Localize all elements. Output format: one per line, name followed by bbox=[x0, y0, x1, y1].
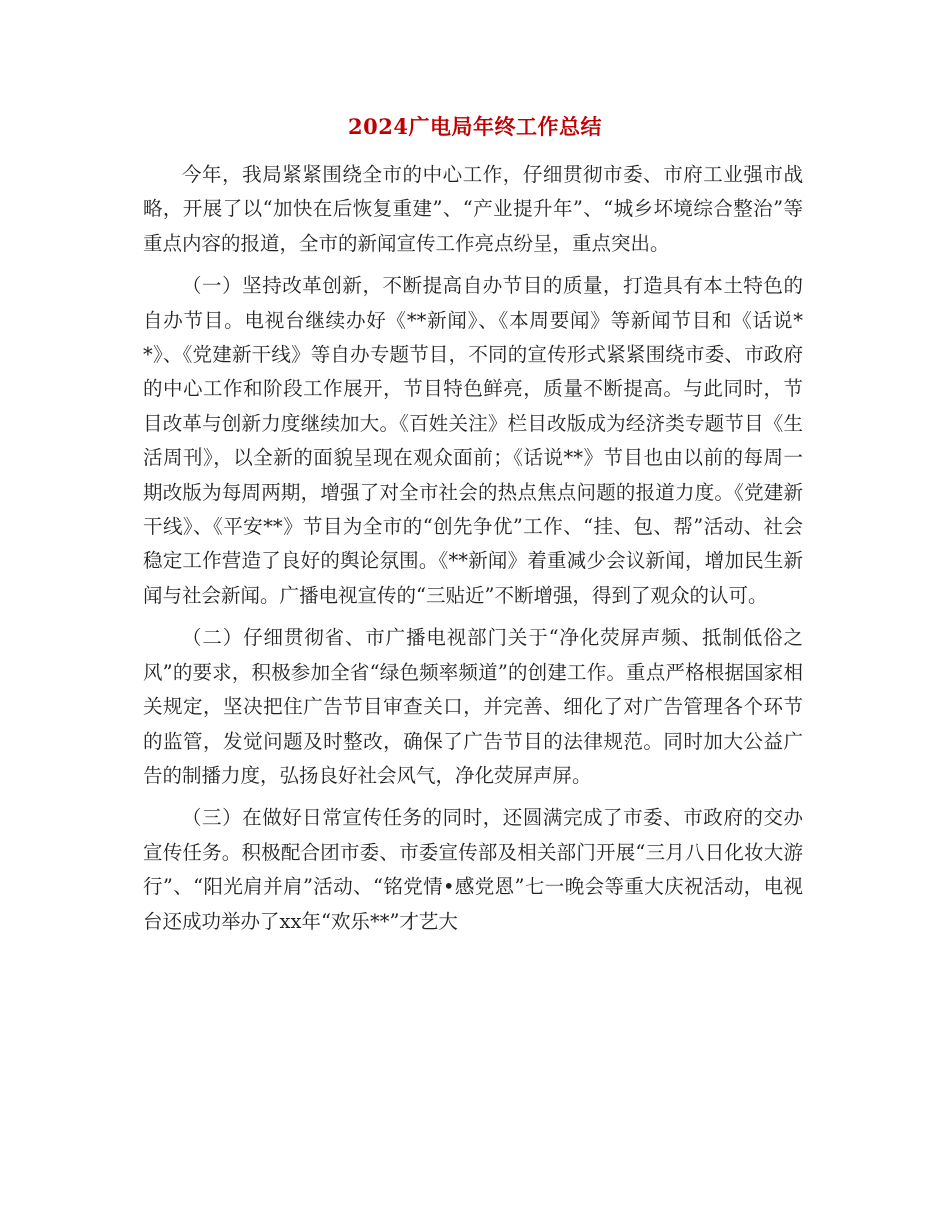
paragraph-section-3: （三）在做好日常宣传任务的同时，还圆满完成了市委、市政府的交办宣传任务。积极配合团市委、市委宣传部及相关部门开展“三月八日化妆大游行”、“阳光肩并肩”活动、“铭党情•感党恩”七一晚会等重大庆祝活动，电视台还成功举办了xx年“欢乐**”才艺大 bbox=[143, 806, 803, 933]
paragraph-section-2: （二）仔细贯彻省、市广播电视部门关于“净化荧屏声频、抵制低俗之风”的要求，积极参加全省“绿色频率频道”的创建工作。重点严格根据国家相关规定，坚决把住广告节目审查关口，并完善、细化了对广告管理各个环节的监管，发觉问题及时整改，确保了广告节目的法律规范。同时加大公益广告的制播力度，弘扬良好社会风气，净化荧屏声屏。 bbox=[143, 626, 803, 787]
paragraph-section-1: （一）坚持改革创新，不断提高自办节目的质量，打造具有本土特色的自办节目。电视台继续办好《**新闻》、《本周要闻》等新闻节目和《话说**》、《党建新干线》等自办专题节目，不同的宣传形式紧紧围绕市委、市政府的中心工作和阶段工作展开，节目特色鲜亮，质量不断提高。与此同时，节目改革与创新力度继续加大。《百姓关注》栏目改版成为经济类专题节目《生活周刊》，以全新的面貌呈现在观众面前；《话说**》节目也由以前的每周一期改版为每周两期，增强了对全市社会的热点焦点问题的报道力度。《党建新干线》、《平安**》节目为全市的“创先争优”工作、“挂、包、帮”活动、社会稳定工作营造了良好的舆论氛围。《**新闻》着重减少会议新闻，增加民生新闻与社会新闻。广播电视宣传的“三贴近”不断增强，得到了观众的认可。 bbox=[143, 274, 803, 607]
paragraph-intro: 今年，我局紧紧围绕全市的中心工作，仔细贯彻市委、市府工业强市战略，开展了以“加快在后恢复重建”、“产业提升年”、“城乡坏境综合整治”等重点内容的报道，全市的新闻宣传工作亮点纷呈，重点突出。 bbox=[143, 163, 803, 255]
document-title: 2024广电局年终工作总结 bbox=[348, 114, 602, 139]
document-body bbox=[143, 158, 803, 947]
